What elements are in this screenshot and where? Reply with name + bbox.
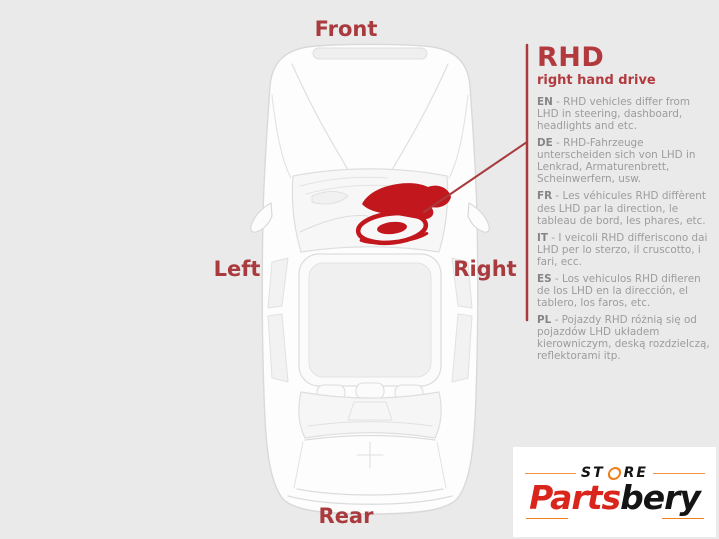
lang-code-it: IT — [537, 231, 548, 244]
rhd-item-pl — [537, 314, 713, 362]
rear-label: Rear — [318, 504, 374, 528]
lang-text-it: - I veicoli RHD differiscono dai LHD per lo sterzo, il cruscotto, i fari, ecc. — [537, 231, 708, 268]
logo-underline-right — [662, 518, 704, 519]
rhd-item-en — [537, 96, 713, 132]
lang-text-de: - RHD-Fahrzeuge unterscheiden sich von LHD in Lenkrad, Armaturenbrett, Scheinwerfern, usw. — [537, 137, 696, 186]
front-cowl — [313, 48, 427, 59]
store-flank-line-left — [525, 473, 577, 474]
partsbery-logo — [513, 447, 716, 537]
lang-code-en: EN — [537, 96, 553, 108]
rhd-item-it — [537, 232, 713, 268]
right-label: Right — [453, 257, 517, 281]
logo-underline-left — [526, 518, 568, 519]
rhd-item-es — [537, 273, 713, 309]
store-text-right: RE — [623, 465, 648, 482]
lang-text-en: - RHD vehicles differ from LHD in steering, dashboard, headlights and etc. — [537, 96, 691, 133]
lang-code-de: DE — [537, 137, 553, 150]
left-label: Left — [213, 257, 261, 281]
lang-code-pl: PL — [537, 314, 552, 326]
headrest-center — [356, 383, 384, 399]
brand-bery: bery — [620, 478, 700, 518]
brand-wordmark — [529, 478, 700, 518]
store-flank-line-right — [653, 473, 705, 474]
rear-window — [299, 392, 441, 438]
rhd-item-de — [537, 137, 713, 185]
lang-code-es: ES — [537, 272, 552, 285]
lang-text-fr: - Les véhicules RHD diffèrent des LHD par la direction, le tableau de bord, les phares, etc. — [537, 190, 706, 227]
logo-underlines — [526, 518, 704, 519]
rhd-info-panel — [537, 44, 713, 362]
rhd-title: RHD — [537, 42, 605, 73]
lang-text-es: - Los vehiculos RHD difieren de los LHD en la dirección, el tablero, los faros, etc. — [537, 272, 701, 309]
store-text-left: ST — [581, 465, 605, 482]
lang-text-pl: - Pojazdy RHD różnią się od pojazdów LHD układem kierowniczym, deską rozdzielczą, reflektorami itp. — [537, 314, 710, 363]
sunroof-panel — [309, 263, 431, 377]
lang-code-fr: FR — [537, 190, 553, 203]
rhd-item-fr — [537, 190, 713, 226]
brand-parts: Parts — [529, 478, 621, 518]
front-label: Front — [314, 17, 378, 41]
rhd-subtitle: right hand drive — [537, 73, 656, 88]
